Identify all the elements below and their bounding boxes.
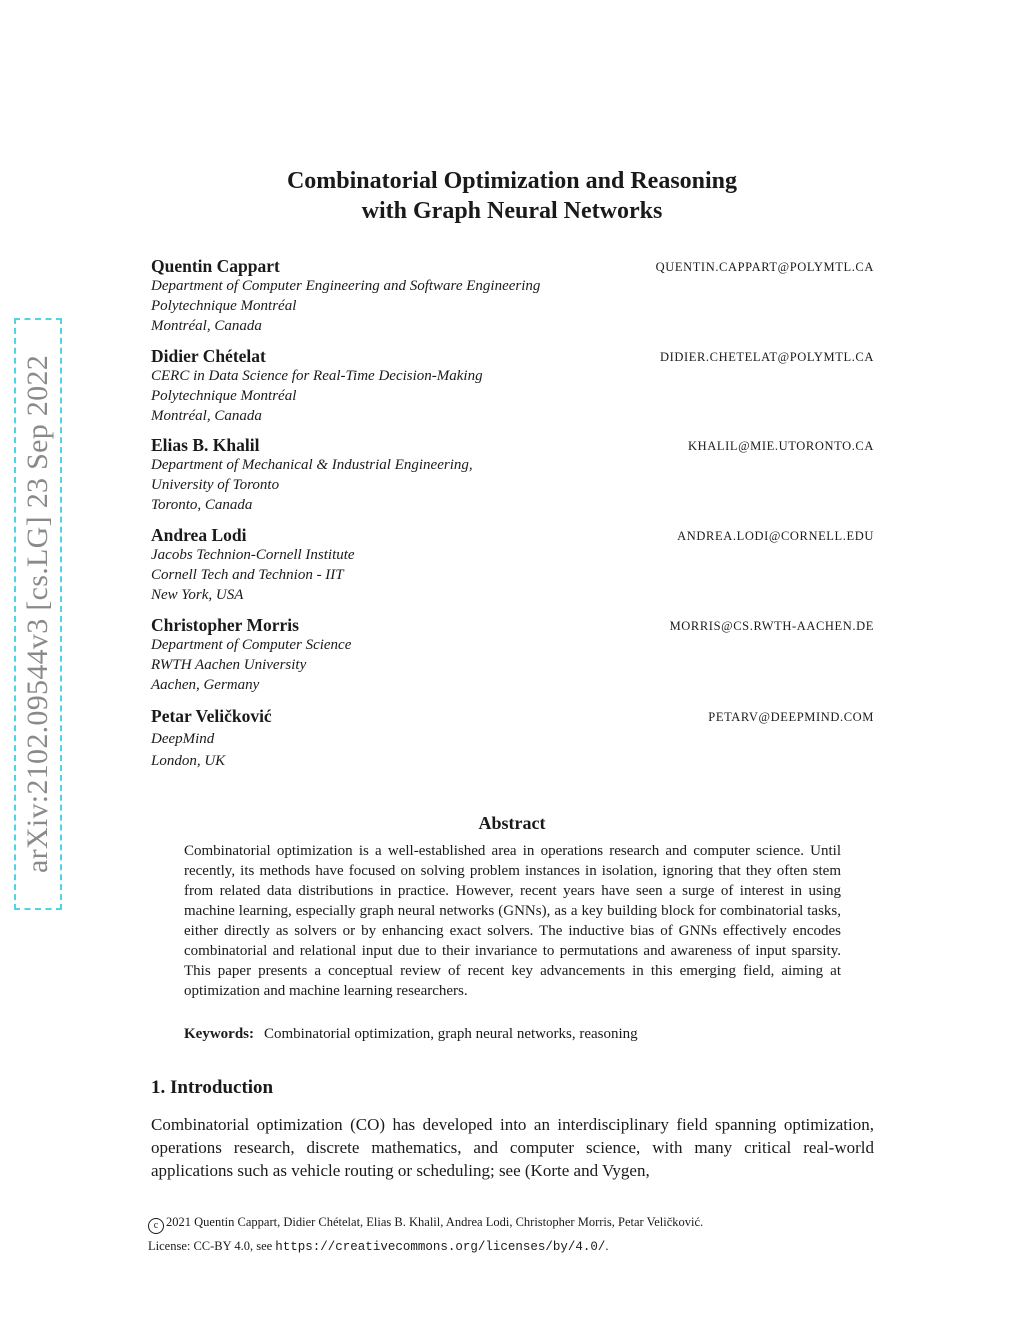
author-affiliation: London, UK (151, 753, 226, 769)
introduction-text: Combinatorial optimization (CO) has developed into an interdisciplinary field spanning optimization, operations research, discrete mathematics, and computer science, with many critical real-world applications such as vehicle routing or scheduling; see (Korte and Vygen, (151, 1115, 874, 1180)
paper-title-line-2: with Graph Neural Networks (361, 198, 663, 224)
author-affiliation: Jacobs Technion-Cornell Institute (151, 547, 355, 563)
author-block (151, 615, 874, 695)
author-name: Christopher Morris (151, 615, 299, 635)
author-name: Elias B. Khalil (151, 435, 260, 455)
section-heading-introduction: 1. Introduction (151, 1077, 274, 1098)
author-email[interactable]: QUENTIN.CAPPART@POLYMTL.CA (655, 260, 874, 274)
author-affiliation: Department of Computer Engineering and Software Engineering (151, 278, 541, 294)
author-affiliation: Toronto, Canada (151, 497, 253, 513)
copyright-notice (148, 1214, 703, 1234)
author-name: Petar Veličković (151, 706, 272, 726)
keywords-label: Keywords: (184, 1026, 254, 1042)
author-affiliation: Polytechnique Montréal (151, 298, 297, 314)
license-notice (148, 1238, 608, 1255)
author-affiliation: Department of Mechanical & Industrial Engineering, (151, 457, 473, 473)
author-affiliation: Cornell Tech and Technion - IIT (151, 567, 344, 583)
license-suffix: . (605, 1239, 609, 1253)
author-block (151, 435, 874, 515)
author-affiliation: Polytechnique Montréal (151, 388, 297, 404)
author-block (151, 525, 874, 605)
author-affiliation: Montréal, Canada (151, 408, 262, 424)
author-email[interactable]: DIDIER.CHETELAT@POLYMTL.CA (659, 350, 874, 364)
paper-title-line-1: Combinatorial Optimization and Reasoning (286, 168, 738, 194)
keywords (184, 1024, 638, 1044)
copyright-text: 2021 Quentin Cappart, Didier Chételat, Elias B. Khalil, Andrea Lodi, Christopher Morris, Petar Veličković. (166, 1215, 704, 1229)
author-affiliation: University of Toronto (151, 477, 280, 493)
author-affiliation: DeepMind (151, 731, 215, 747)
author-name: Didier Chételat (151, 346, 266, 366)
author-block (151, 346, 874, 426)
author-email[interactable]: PETARV@DEEPMIND.COM (708, 710, 874, 724)
paper-title (0, 166, 1024, 226)
arxiv-identifier: arXiv:2102.09544v3 [cs.LG] 23 Sep 2022 (21, 354, 54, 874)
author-email[interactable]: KHALIL@MIE.UTORONTO.CA (687, 439, 874, 453)
license-prefix: License: CC-BY 4.0, see (148, 1239, 276, 1253)
author-affiliation: RWTH Aachen University (151, 657, 307, 673)
copyright-icon: c (148, 1218, 164, 1234)
keywords-list: Combinatorial optimization, graph neural networks, reasoning (264, 1026, 638, 1042)
author-affiliation: Montréal, Canada (151, 318, 262, 334)
author-affiliation: New York, USA (151, 587, 244, 603)
author-block (151, 706, 874, 772)
author-name: Quentin Cappart (151, 256, 280, 276)
author-email[interactable]: MORRIS@CS.RWTH-AACHEN.DE (669, 619, 874, 633)
author-email[interactable]: ANDREA.LODI@CORNELL.EDU (677, 529, 874, 543)
abstract-heading: Abstract (478, 813, 546, 833)
abstract-text: Combinatorial optimization is a well-established area in operations research and computer science. Until recently, its methods have focused on solving problem instances in isolation, ignoring that they often stem from related data distributions in practice. However, recent years have seen a surge of interest in using machine learning, especially graph neural networks (GNNs), as a key building block for combinatorial tasks, either directly as solvers or by enhancing exact solvers. The inductive bias of GNNs effectively encodes combinatorial and relational input due to their invariance to permutations and awareness of input sparsity. This paper presents a conceptual review of recent key advancements in this emerging field, aiming at optimization and machine learning researchers. (184, 843, 841, 999)
author-block (151, 256, 874, 336)
author-name: Andrea Lodi (151, 525, 247, 545)
author-affiliation: Aachen, Germany (151, 677, 260, 693)
author-affiliation: Department of Computer Science (151, 637, 352, 653)
license-link[interactable]: https://creativecommons.org/licenses/by/4.0/ (275, 1240, 606, 1254)
author-affiliation: CERC in Data Science for Real-Time Decision-Making (151, 368, 483, 384)
